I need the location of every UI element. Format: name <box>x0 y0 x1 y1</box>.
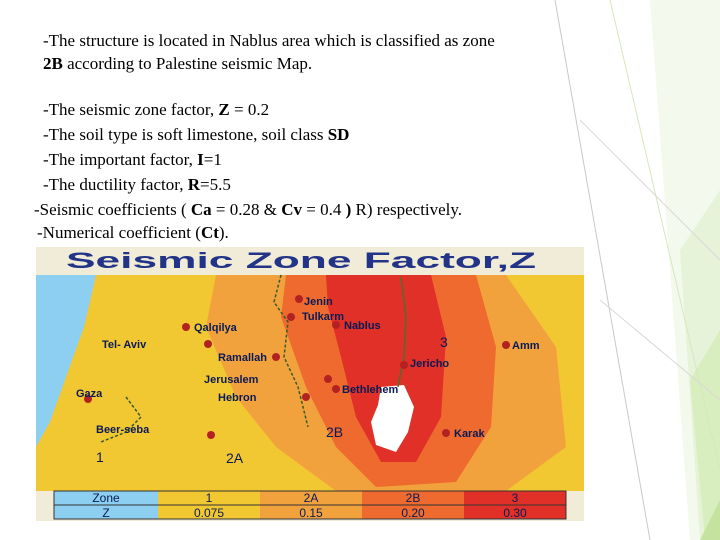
zone-label-2a: 2A <box>226 450 244 466</box>
text-line-1 <box>43 30 495 52</box>
legend-zone-2b: 2B <box>405 491 421 505</box>
city-label-qalqilya: Qalqilya <box>194 322 237 334</box>
text-bold: Ca <box>190 200 212 219</box>
text-line-2 <box>43 53 312 75</box>
city-label-nablus: Nablus <box>344 320 381 332</box>
city-label-gaza: Gaza <box>76 388 103 400</box>
text-segment: = 0.4 <box>302 200 346 219</box>
text-segment: -The soil type is soft limestone, soil class <box>43 125 328 144</box>
text-segment: =5.5 <box>200 175 231 194</box>
text-bold: SD <box>327 125 350 144</box>
city-marker-bethlehem <box>332 385 340 393</box>
legend-zone-2a: 2A <box>303 491 319 505</box>
text-segment: -The seismic zone factor, <box>43 100 219 119</box>
text-segment: -The structure is located in Nablus area which is classified as zone <box>43 31 495 50</box>
text-line-7 <box>34 199 462 221</box>
text-bold: 2B <box>43 54 63 73</box>
legend-value-2b: 0.20 <box>401 506 425 520</box>
legend-value-1: 0.075 <box>193 506 225 520</box>
city-marker-tulkarm <box>287 313 295 321</box>
text-line-3 <box>43 99 269 121</box>
text-segment: -Seismic coefficients ( <box>34 200 191 219</box>
city-marker-hebron <box>302 393 310 401</box>
legend-value-3: 0.30 <box>503 506 527 520</box>
city-label-karak: Karak <box>454 428 485 440</box>
city-label-jerusalem: Jerusalem <box>204 374 259 386</box>
text-segment: =1 <box>203 150 222 169</box>
text-line-8 <box>37 222 229 244</box>
city-label-jericho: Jericho <box>410 358 450 370</box>
legend-zone-header: Zone <box>92 491 120 505</box>
zone-label-1: 1 <box>96 449 104 465</box>
city-label-tel-aviv: Tel- Aviv <box>102 339 147 351</box>
text-line-4 <box>43 124 349 146</box>
legend-zone-1: 1 <box>205 491 213 505</box>
zone-label-3: 3 <box>440 334 448 350</box>
city-marker-amman <box>502 341 510 349</box>
map-title: Seismic Zone Factor,Z <box>66 248 536 273</box>
text-segment: R) respectively. <box>351 200 463 219</box>
text-bold: Z <box>218 100 230 119</box>
city-label-jenin: Jenin <box>304 296 333 308</box>
city-marker-jenin <box>295 295 303 303</box>
text-bold: Cv <box>281 200 303 219</box>
city-label-beer-seba: Beer-seba <box>96 424 150 436</box>
city-label-bethlehem: Bethlehem <box>342 384 399 396</box>
city-marker-tel-aviv <box>204 340 212 348</box>
city-marker-karak <box>442 429 450 437</box>
zone-label-2b: 2B <box>326 424 344 440</box>
seismic-zone-map <box>36 247 584 521</box>
text-segment: = 0.28 & <box>211 200 282 219</box>
text-bold: Ct <box>200 223 219 242</box>
text-segment: = 0.2 <box>229 100 270 119</box>
text-bold: ) <box>345 200 352 219</box>
zone-legend-table <box>54 491 566 520</box>
city-marker-ramallah <box>272 353 280 361</box>
text-segment: -Numerical coefficient ( <box>37 223 201 242</box>
text-line-6 <box>43 174 231 196</box>
legend-value-2a: 0.15 <box>299 506 323 520</box>
city-marker-qalqilya <box>182 323 190 331</box>
city-marker-beer-seba <box>207 431 215 439</box>
city-marker-jerusalem <box>324 375 332 383</box>
city-label-tulkarm: Tulkarm <box>302 311 344 323</box>
city-label-amman: Amm <box>512 340 540 352</box>
text-segment: according to Palestine seismic Map. <box>62 54 313 73</box>
text-segment: -The ductility factor, <box>43 175 188 194</box>
text-segment: ). <box>218 223 229 242</box>
text-line-5 <box>43 149 222 171</box>
city-label-ramallah: Ramallah <box>218 352 267 364</box>
text-bold: I <box>197 150 204 169</box>
city-label-hebron: Hebron <box>218 392 257 404</box>
legend-z-header: Z <box>102 506 110 520</box>
text-bold: R <box>187 175 200 194</box>
city-marker-jericho <box>400 361 408 369</box>
legend-zone-3: 3 <box>511 491 519 505</box>
text-segment: -The important factor, <box>43 150 198 169</box>
